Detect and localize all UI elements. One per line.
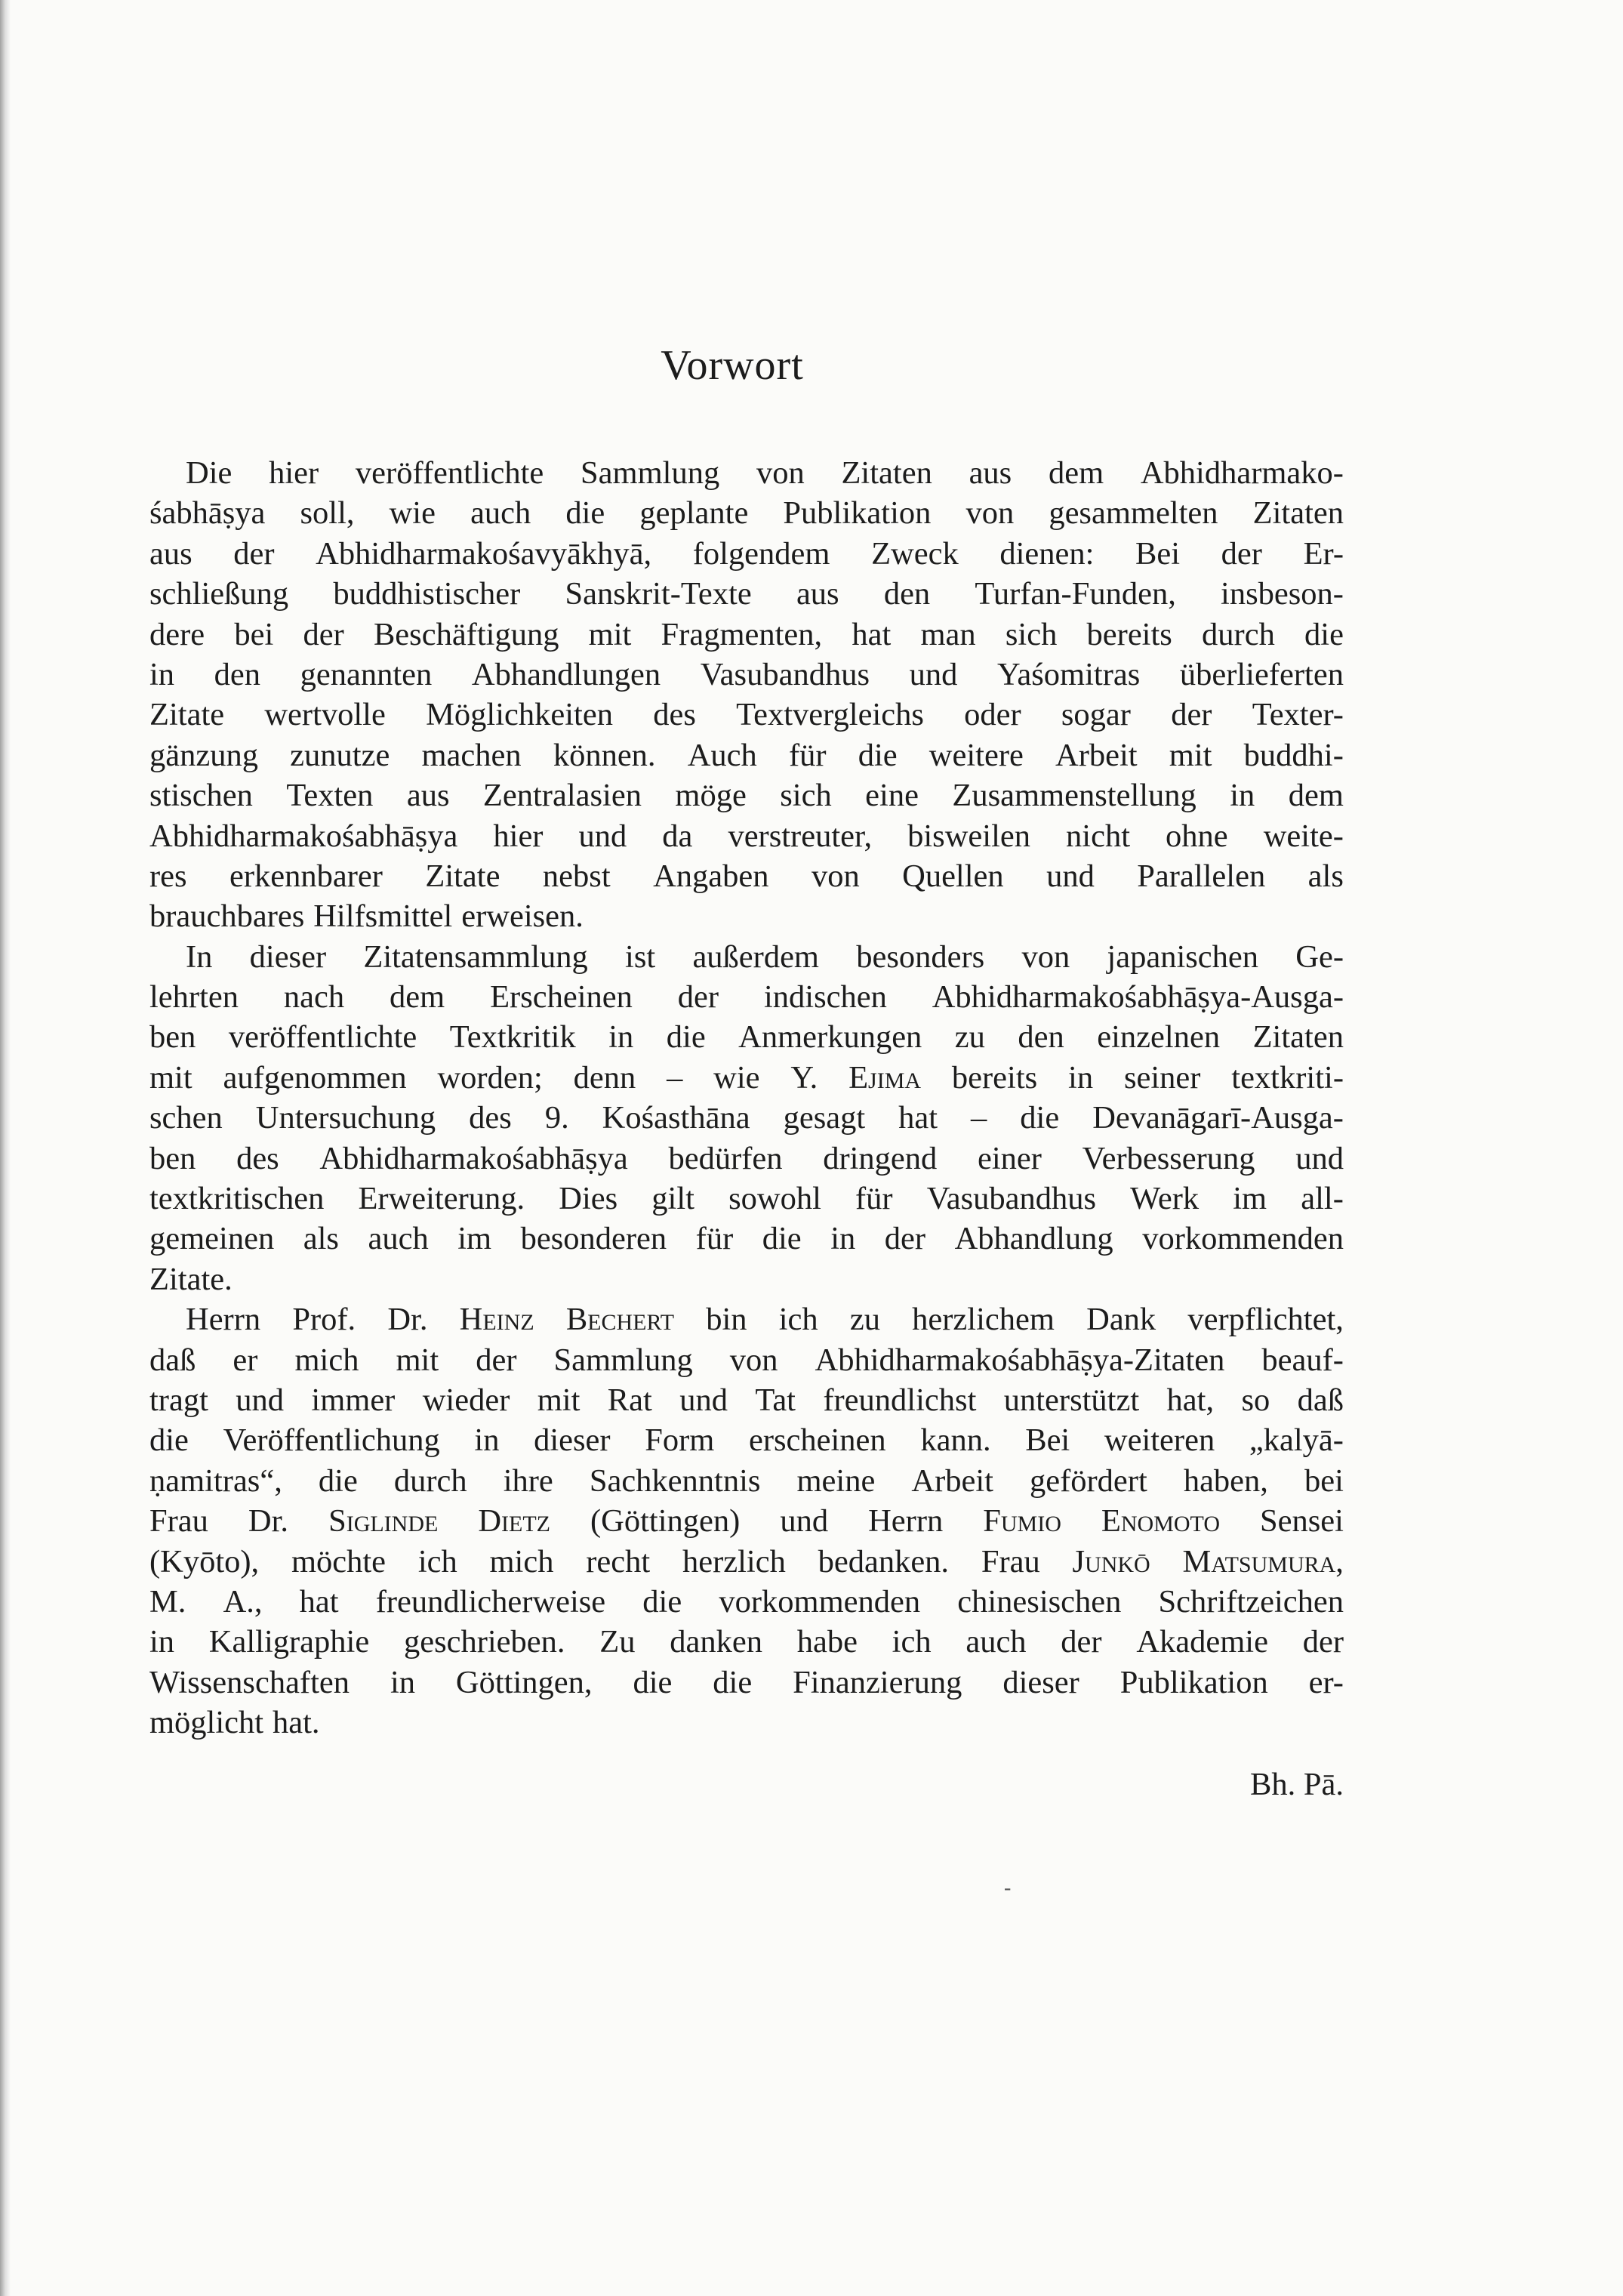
paragraph-2-line-3: ben veröffentlichte Textkritik in die Anmerkungen zu den einzelnen Zitaten bbox=[149, 1019, 1344, 1056]
paragraph-3-line-7: (Kyōto), möchte ich mich recht herzlich bedanken. Frau Junkō Matsumura, bbox=[149, 1543, 1344, 1579]
paragraph-3-line-8: M. A., hat freundlicherweise die vorkommenden chinesischen Schriftzeichen bbox=[149, 1583, 1344, 1620]
signature: Bh. Pā. bbox=[1250, 1767, 1344, 1802]
paragraph-1-line-9: stischen Texten aus Zentralasien möge sich eine Zusammenstellung in dem bbox=[149, 778, 1344, 814]
paragraph-2-line-1: In dieser Zitatensammlung ist außerdem besonders von japanischen Ge- bbox=[186, 938, 1344, 975]
paragraph-1-line-3: aus der Abhidharmakośavyākhyā, folgendem Zweck dienen: Bei der Er- bbox=[149, 535, 1344, 572]
stray-mark: - bbox=[1004, 1876, 1012, 1900]
paragraph-3-line-5: ṇamitras“, die durch ihre Sachkenntnis meine Arbeit gefördert haben, bei bbox=[149, 1462, 1344, 1499]
paragraph-2-line-4: mit aufgenommen worden; denn – wie Y. Ejima bereits in seiner textkriti- bbox=[149, 1059, 1344, 1096]
paragraph-3-line-2: daß er mich mit der Sammlung von Abhidharmakośabhāṣya-Zitaten beauf- bbox=[149, 1342, 1344, 1378]
paragraph-2-line-7: textkritischen Erweiterung. Dies gilt sowohl für Vasubandhus Werk im all- bbox=[149, 1181, 1344, 1217]
paragraph-2-line-5: schen Untersuchung des 9. Kośasthāna gesagt hat – die Devanāgarī-Ausga- bbox=[149, 1100, 1344, 1136]
paragraph-2-line-8: gemeinen als auch im besonderen für die in der Abhandlung vorkommenden bbox=[149, 1221, 1344, 1257]
paragraph-3-line-3: tragt und immer wieder mit Rat und Tat freundlichst unterstützt hat, so daß bbox=[149, 1382, 1344, 1418]
paragraph-2-line-6: ben des Abhidharmakośabhāṣya bedürfen dringend einer Verbesserung und bbox=[149, 1140, 1344, 1176]
paragraph-1-line-12: brauchbares Hilfsmittel erweisen. bbox=[149, 898, 584, 935]
paragraph-1-line-5: dere bei der Beschäftigung mit Fragmenten, hat man sich bereits durch die bbox=[149, 616, 1344, 652]
paragraph-1-line-4: schließung buddhistischer Sanskrit-Texte aus den Turfan-Funden, insbeson- bbox=[149, 576, 1344, 612]
foreword-body bbox=[149, 453, 1344, 1743]
paragraph-2-line-9: Zitate. bbox=[149, 1261, 233, 1297]
paragraph-1-line-2: śabhāṣya soll, wie auch die geplante Publikation von gesammelten Zitaten bbox=[149, 495, 1344, 532]
paragraph-3-line-9: in Kalligraphie geschrieben. Zu danken habe ich auch der Akademie der bbox=[149, 1624, 1344, 1660]
paragraph-1-line-11: res erkennbarer Zitate nebst Angaben von Quellen und Parallelen als bbox=[149, 858, 1344, 894]
paragraph-3-line-11: möglicht hat. bbox=[149, 1705, 320, 1741]
paragraph-3-line-4: die Veröffentlichung in dieser Form erscheinen kann. Bei weiteren „kalyā- bbox=[149, 1422, 1344, 1459]
paragraph-1-line-10: Abhidharmakośabhāṣya hier und da verstreuter, bisweilen nicht ohne weite- bbox=[149, 818, 1344, 854]
paragraph-3-line-1: Herrn Prof. Dr. Heinz Bechert bin ich zu herzlichem Dank verpflichtet, bbox=[186, 1302, 1344, 1338]
paragraph-1-line-7: Zitate wertvolle Möglichkeiten des Textvergleichs oder sogar der Texter- bbox=[149, 697, 1344, 733]
page-title: Vorwort bbox=[661, 342, 804, 389]
paragraph-1-line-6: in den genannten Abhandlungen Vasubandhus und Yaśomitras überlieferten bbox=[149, 656, 1344, 692]
paragraph-2-line-2: lehrten nach dem Erscheinen der indischen Abhidharmakośabhāṣya-Ausga- bbox=[149, 979, 1344, 1015]
paragraph-1-line-8: gänzung zunutze machen können. Auch für die weitere Arbeit mit buddhi- bbox=[149, 737, 1344, 773]
paragraph-3-line-10: Wissenschaften in Göttingen, die die Finanzierung dieser Publikation er- bbox=[149, 1664, 1344, 1700]
paragraph-3-line-6: Frau Dr. Siglinde Dietz (Göttingen) und Herrn Fumio Enomoto Sensei bbox=[149, 1503, 1344, 1539]
paragraph-1-line-1: Die hier veröffentlichte Sammlung von Zitaten aus dem Abhidharmako- bbox=[186, 455, 1344, 491]
